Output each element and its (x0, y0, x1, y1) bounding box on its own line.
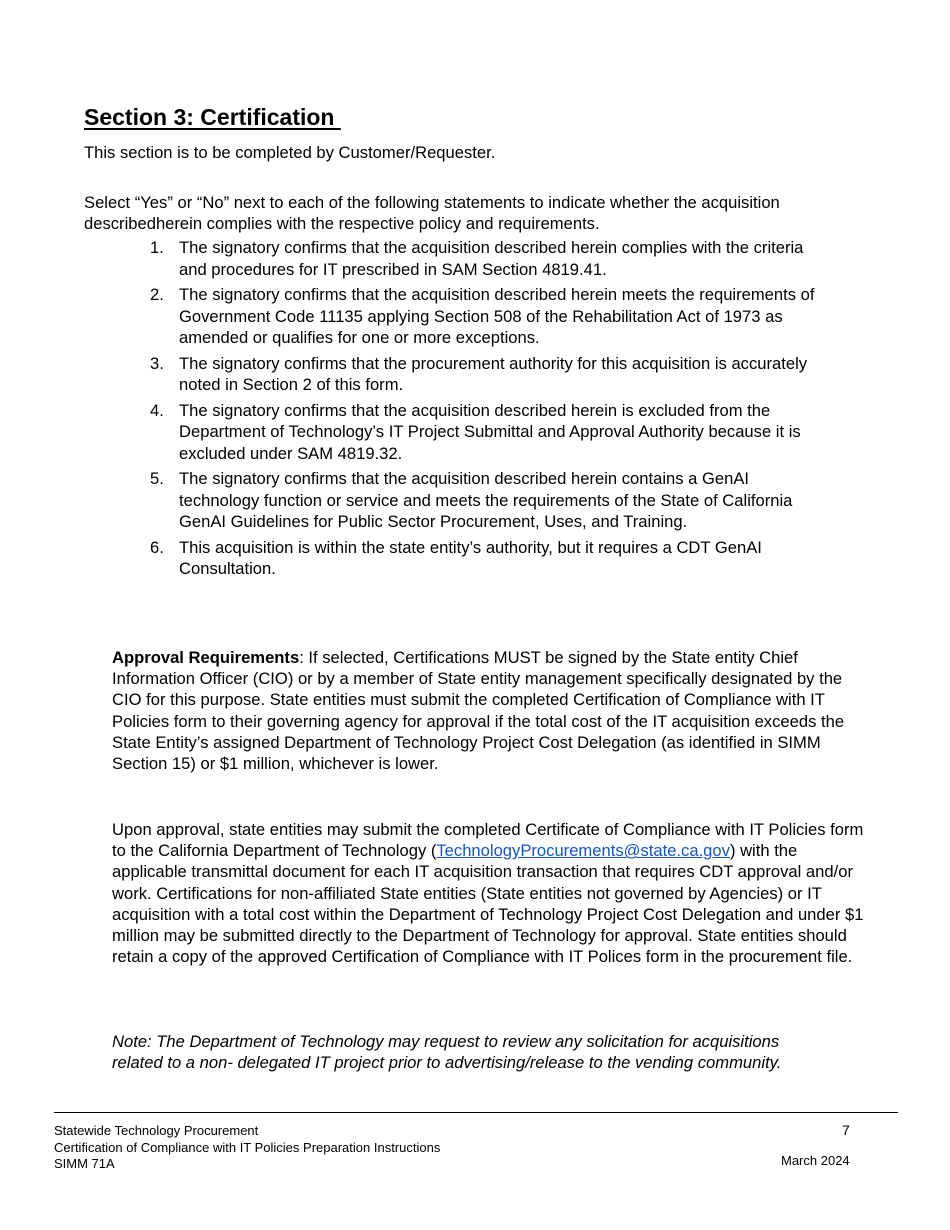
approval-requirements (112, 647, 872, 774)
footer-line-3: SIMM 71A (54, 1156, 115, 1171)
footer-left (54, 1123, 440, 1173)
list-text: The signatory confirms that the procurement authority for this acquisition is accurately noted in Section 2 of this form. (179, 353, 808, 394)
select-instruction: Select “Yes” or “No” next to each of the following statements to indicate whether the acquisition describedherein complies with the respective policy and requirements. (84, 193, 780, 233)
approval-label: Approval Requirements (112, 648, 300, 667)
page-number: 7 (842, 1122, 850, 1138)
footer-line-2: Certification of Compliance with IT Policies Preparation Instructions (54, 1139, 441, 1155)
footer-line-1: Statewide Technology Procurement (54, 1123, 259, 1138)
upon-text-after: ) with the applicable transmittal document for each IT acquisition transaction that requires CDT approval and/or work. Certifications for non-affiliated State entities (State entities not governed by Agencies) or IT acquisition with a total cost within the Department of Technology Project Cost Delegation and under $1 million may be submitted directly to the Department of Technology for approval. State entities should retain a copy of the approved Certification of Compliance with IT Polices form in the procurement file. (112, 841, 864, 967)
section-title: Section 3: Certification (84, 104, 341, 130)
upon-text-before: Upon approval, state entities may submit the completed Certificate of Compliance with IT Policies form to the California Department of Technology ( (112, 820, 864, 861)
footer-date: March 2024 (781, 1153, 850, 1168)
list-number: 1. (150, 238, 164, 257)
list-number: 5. (150, 469, 164, 488)
list-number: 6. (150, 537, 164, 557)
list-text: This acquisition is within the state entity’s authority, but it requires a CDT GenAI Consultation. (179, 537, 762, 578)
list-item (150, 237, 830, 280)
list-item (150, 353, 830, 396)
list-text: The signatory confirms that the acquisition described herein complies with the criteria and procedures for IT prescribed in SAM Section 4819.41. (179, 238, 804, 279)
intro-text: This section is to be completed by Customer/Requester. (84, 143, 496, 162)
list-item (150, 400, 830, 465)
list-number: 4. (150, 400, 164, 420)
list-text: The signatory confirms that the acquisition described herein is excluded from the Department of Technology’s IT Project Submittal and Approval Authority because it is excluded under SAM 4819.32. (179, 400, 801, 463)
approval-text: : If selected, Certifications MUST be signed by the State entity Chief Information Officer (CIO) or by a member of State entity management specifically designated by the CIO for this purpose. State entities must submit the completed Certification of Compliance with IT Policies form to their governing agency for approval if the total cost of the IT acquisition exceeds the State Entity’s assigned Department of Technology Project Cost Delegation (as identified in SIMM Section 15) or $1 million, whichever is lower. (112, 648, 845, 774)
list-item (150, 284, 830, 349)
list-text: The signatory confirms that the acquisition described herein contains a GenAI technology function or service and meets the requirements of the State of California GenAI Guidelines for Public Sector Procurement, Uses, and Training. (179, 469, 793, 531)
list-number: 2. (150, 285, 164, 304)
statement-list (150, 237, 830, 584)
upon-approval-paragraph (112, 819, 872, 967)
note-paragraph: Note: The Department of Technology may request to review any solicitation for acquisitions related to a non- delegated IT project prior to advertising/release to the vending community. (112, 1032, 782, 1073)
list-item (150, 537, 830, 580)
list-text: The signatory confirms that the acquisition described herein meets the requirements of Government Code 11135 applying Section 508 of the Rehabilitation Act of 1973 as amended or qualifies for one or more exceptions. (179, 285, 815, 347)
list-number: 3. (150, 353, 164, 373)
email-link[interactable]: TechnologyProcurements@state.ca.gov (436, 841, 730, 861)
list-item (150, 468, 830, 533)
footer-divider (54, 1112, 898, 1113)
